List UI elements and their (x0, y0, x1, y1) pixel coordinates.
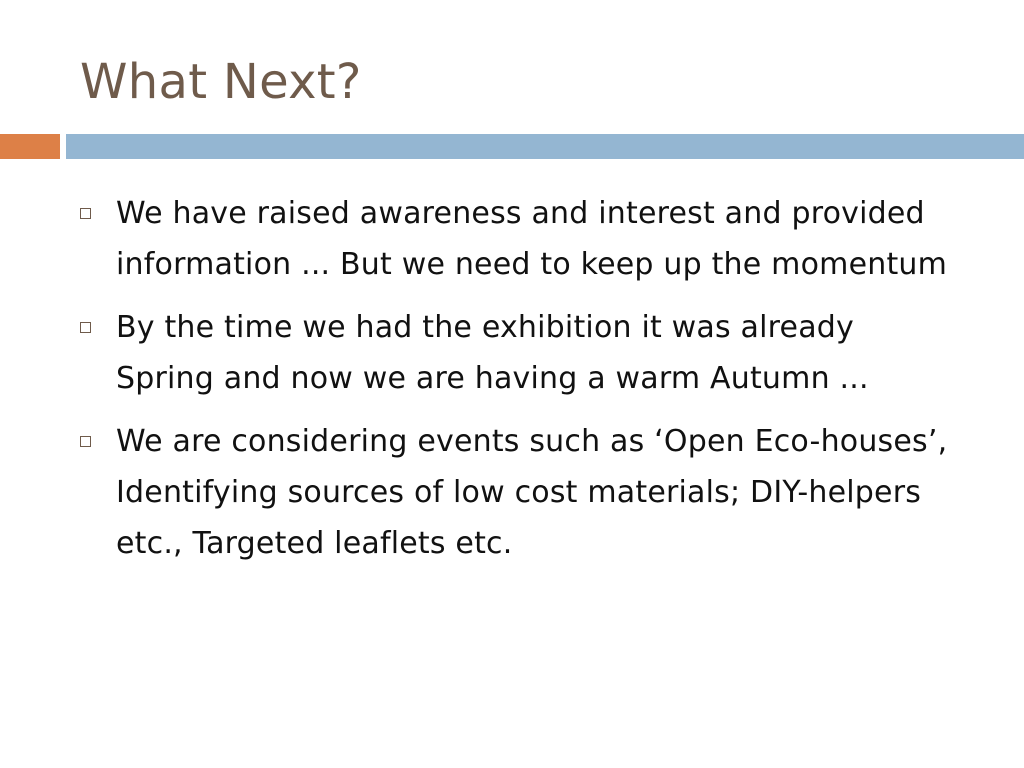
slide-title: What Next? (80, 54, 362, 110)
title-band-accent (0, 134, 60, 159)
bullet-list (80, 188, 960, 581)
bullet-item-1 (80, 188, 960, 290)
bullet-item-2 (80, 302, 960, 404)
hollow-square-icon (80, 322, 91, 333)
hollow-square-icon (80, 436, 91, 447)
title-band-main (66, 134, 1024, 159)
bullet-text-2: By the time we had the exhibition it was already Spring and now we are having a warm Autumn ... (116, 310, 869, 396)
bullet-item-3 (80, 416, 960, 569)
bullet-text-3: We are considering events such as ‘Open Eco-houses’, Identifying sources of low cost materials; DIY-helpers etc., Targeted leaflets etc. (116, 424, 948, 561)
bullet-text-1: We have raised awareness and interest and provided information ... But we need to keep up the momentum (116, 196, 948, 282)
hollow-square-icon (80, 208, 91, 219)
